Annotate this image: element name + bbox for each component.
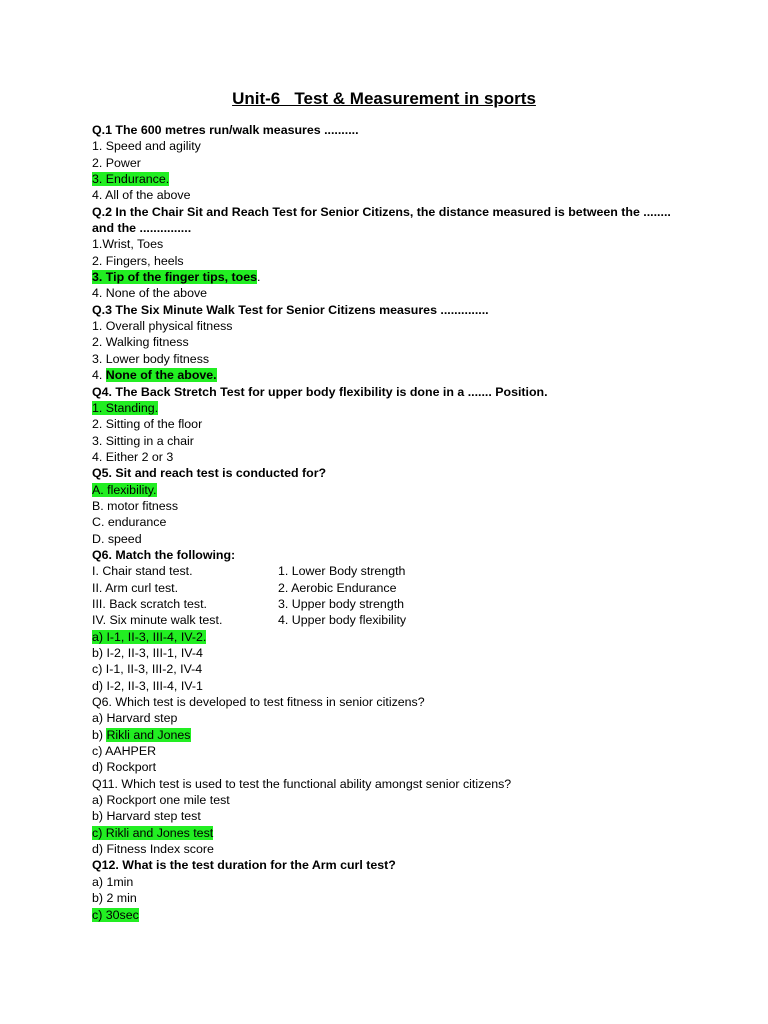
match-left-item: II. Arm curl test. <box>92 580 179 595</box>
answer-highlight: c) 30sec <box>92 907 139 922</box>
answer-highlight: c) Rikli and Jones test <box>92 825 214 840</box>
answer-highlight: 3. Endurance. <box>92 172 170 187</box>
question-11-option-c <box>92 825 682 841</box>
question-2: Q.2 In the Chair Sit and Reach Test for Senior Citizens, the distance measured is between the ........ <box>92 204 671 219</box>
option-prefix: b) <box>92 727 107 742</box>
match-left-item: I. Chair stand test. <box>92 564 193 579</box>
question-1-option-1: 1. Speed and agility <box>92 139 201 154</box>
match-left-item: IV. Six minute walk test. <box>92 613 223 628</box>
question-1-option-2: 2. Power <box>92 155 141 170</box>
question-4: Q4. The Back Stretch Test for upper body flexibility is done in a ....... Position. <box>92 384 548 399</box>
question-5-option-b: B. motor fitness <box>92 498 179 513</box>
question-4-option-2: 2. Sitting of the floor <box>92 417 203 432</box>
question-4-option-1 <box>92 400 682 416</box>
question-1-option-4: 4. All of the above <box>92 188 191 203</box>
question-6b: Q6. Which test is developed to test fitness in senior citizens? <box>92 695 425 710</box>
question-3-option-4 <box>92 367 682 383</box>
page-title: Unit-6 Test & Measurement in sports <box>232 89 536 108</box>
question-list <box>92 122 682 923</box>
option-prefix: 4. <box>92 368 106 383</box>
match-row-4 <box>92 612 682 628</box>
question-5-option-a <box>92 482 682 498</box>
question-3-option-2: 2. Walking fitness <box>92 335 189 350</box>
question-5: Q5. Sit and reach test is conducted for? <box>92 466 327 481</box>
question-6b-option-d: d) Rockport <box>92 760 157 775</box>
question-6-option-c: c) I-1, II-3, III-2, IV-4 <box>92 662 203 677</box>
question-3-option-1: 1. Overall physical fitness <box>92 319 233 334</box>
answer-highlight: 1. Standing. <box>92 400 159 415</box>
answer-highlight: 3. Tip of the finger tips, toes <box>92 270 257 285</box>
match-right-item: 4. Upper body flexibility <box>278 613 407 628</box>
question-2-option-2: 2. Fingers, heels <box>92 253 184 268</box>
question-1: Q.1 The 600 metres run/walk measures .......... <box>92 123 359 137</box>
question-4-option-3: 3. Sitting in a chair <box>92 433 194 448</box>
question-12-option-a: a) 1min <box>92 874 134 889</box>
match-row-3 <box>92 596 682 612</box>
question-6-match: Q6. Match the following: <box>92 547 236 562</box>
question-3-option-3: 3. Lower body fitness <box>92 351 210 366</box>
question-6-option-d: d) I-2, II-3, III-4, IV-1 <box>92 678 203 693</box>
question-3: Q.3 The Six Minute Walk Test for Senior Citizens measures .............. <box>92 302 489 317</box>
question-2-option-1: 1.Wrist, Toes <box>92 237 164 252</box>
match-right-item: 2. Aerobic Endurance <box>278 580 397 595</box>
question-2-continued: and the ............... <box>92 221 192 236</box>
question-1-option-3 <box>92 171 682 187</box>
question-11: Q11. Which test is used to test the functional ability amongst senior citizens? <box>92 776 512 791</box>
question-6b-option-c: c) AAHPER <box>92 744 157 759</box>
match-right-item: 3. Upper body strength <box>278 596 405 611</box>
match-row-2 <box>92 580 682 596</box>
question-12-option-b: b) 2 min <box>92 891 137 906</box>
question-11-option-a: a) Rockport one mile test <box>92 793 230 808</box>
question-4-option-4: 4. Either 2 or 3 <box>92 449 174 464</box>
match-left-item: III. Back scratch test. <box>92 596 207 611</box>
answer-highlight: None of the above. <box>105 368 217 383</box>
question-6b-option-b <box>92 727 682 743</box>
question-6-option-a <box>92 629 682 645</box>
question-6b-option-a: a) Harvard step <box>92 711 178 726</box>
answer-highlight: Rikli and Jones <box>106 727 191 742</box>
match-right-item: 1. Lower Body strength <box>278 564 406 579</box>
question-2-option-4: 4. None of the above <box>92 286 208 301</box>
question-11-option-d: d) Fitness Index score <box>92 842 214 857</box>
question-11-option-b: b) Harvard step test <box>92 809 201 824</box>
question-5-option-c: C. endurance <box>92 515 167 530</box>
answer-highlight: a) I-1, II-3, III-4, IV-2. <box>92 629 207 644</box>
question-2-option-3 <box>92 269 682 285</box>
question-6-option-b: b) I-2, II-3, III-1, IV-4 <box>92 646 203 660</box>
option-suffix: . <box>257 270 261 285</box>
question-12: Q12. What is the test duration for the Arm curl test? <box>92 858 396 873</box>
question-12-option-c <box>92 907 682 923</box>
match-row-1 <box>92 563 682 579</box>
answer-highlight: A. flexibility. <box>92 482 157 497</box>
question-5-option-d: D. speed <box>92 531 142 546</box>
